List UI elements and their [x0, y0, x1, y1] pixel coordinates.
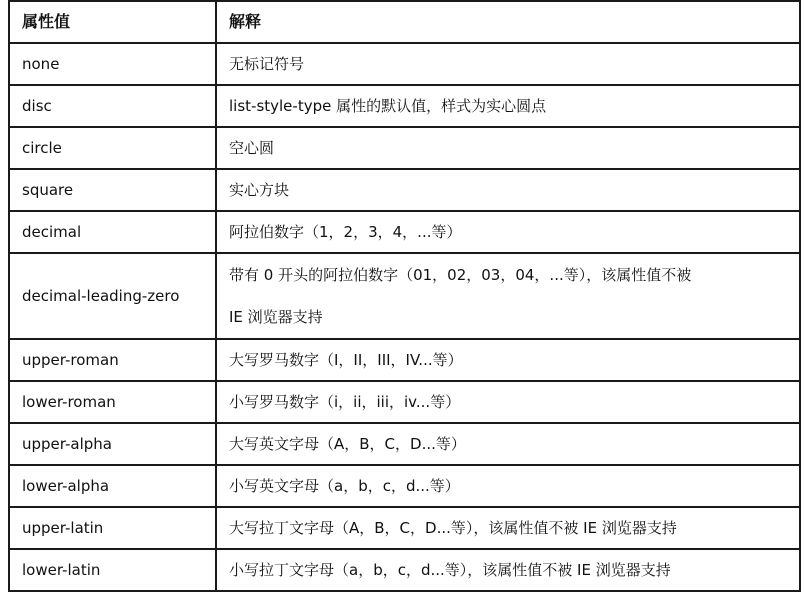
- table-row: [9, 465, 800, 507]
- cell-desc: 大写罗马数字（I，II，III，IV...等）: [216, 339, 800, 381]
- cell-desc: list-style-type 属性的默认值，样式为实心圆点: [216, 85, 800, 127]
- cell-value: square: [9, 169, 216, 211]
- cell-desc: 小写拉丁文字母（a，b，c，d...等），该属性值不被 IE 浏览器支持: [216, 549, 800, 591]
- table-row: [9, 253, 800, 339]
- property-table-container: [8, 0, 799, 592]
- table-row: [9, 507, 800, 549]
- cell-value: upper-latin: [9, 507, 216, 549]
- cell-value: decimal-leading-zero: [9, 253, 216, 339]
- cell-desc: 大写英文字母（A，B，C，D...等）: [216, 423, 800, 465]
- table-row: [9, 339, 800, 381]
- cell-value: none: [9, 43, 216, 85]
- table-row: [9, 549, 800, 591]
- table-header-row: [9, 1, 800, 43]
- cell-desc-line-2: IE 浏览器支持: [229, 308, 323, 326]
- cell-desc-line-1: 带有 0 开头的阿拉伯数字（01，02，03，04，...等），该属性值不被: [229, 266, 692, 284]
- cell-desc: 无标记符号: [216, 43, 800, 85]
- table-row: [9, 423, 800, 465]
- table-row: [9, 211, 800, 253]
- table-row: [9, 127, 800, 169]
- cell-value: decimal: [9, 211, 216, 253]
- cell-value: upper-roman: [9, 339, 216, 381]
- cell-value: lower-latin: [9, 549, 216, 591]
- cell-value: upper-alpha: [9, 423, 216, 465]
- table-row: [9, 381, 800, 423]
- cell-desc: 空心圆: [216, 127, 800, 169]
- cell-desc: 阿拉伯数字（1，2，3，4，...等）: [216, 211, 800, 253]
- cell-value: lower-alpha: [9, 465, 216, 507]
- cell-desc: 小写罗马数字（i，ii，iii，iv...等）: [216, 381, 800, 423]
- cell-desc: [216, 253, 800, 339]
- list-style-type-table: [8, 0, 801, 592]
- header-explanation: 解释: [216, 1, 800, 43]
- cell-desc: 小写英文字母（a，b，c，d...等）: [216, 465, 800, 507]
- table-row: [9, 43, 800, 85]
- table-row: [9, 85, 800, 127]
- cell-desc: 大写拉丁文字母（A，B，C，D...等），该属性值不被 IE 浏览器支持: [216, 507, 800, 549]
- table-row: [9, 169, 800, 211]
- header-property-value: 属性值: [9, 1, 216, 43]
- cell-value: lower-roman: [9, 381, 216, 423]
- cell-value: circle: [9, 127, 216, 169]
- cell-value: disc: [9, 85, 216, 127]
- cell-desc: 实心方块: [216, 169, 800, 211]
